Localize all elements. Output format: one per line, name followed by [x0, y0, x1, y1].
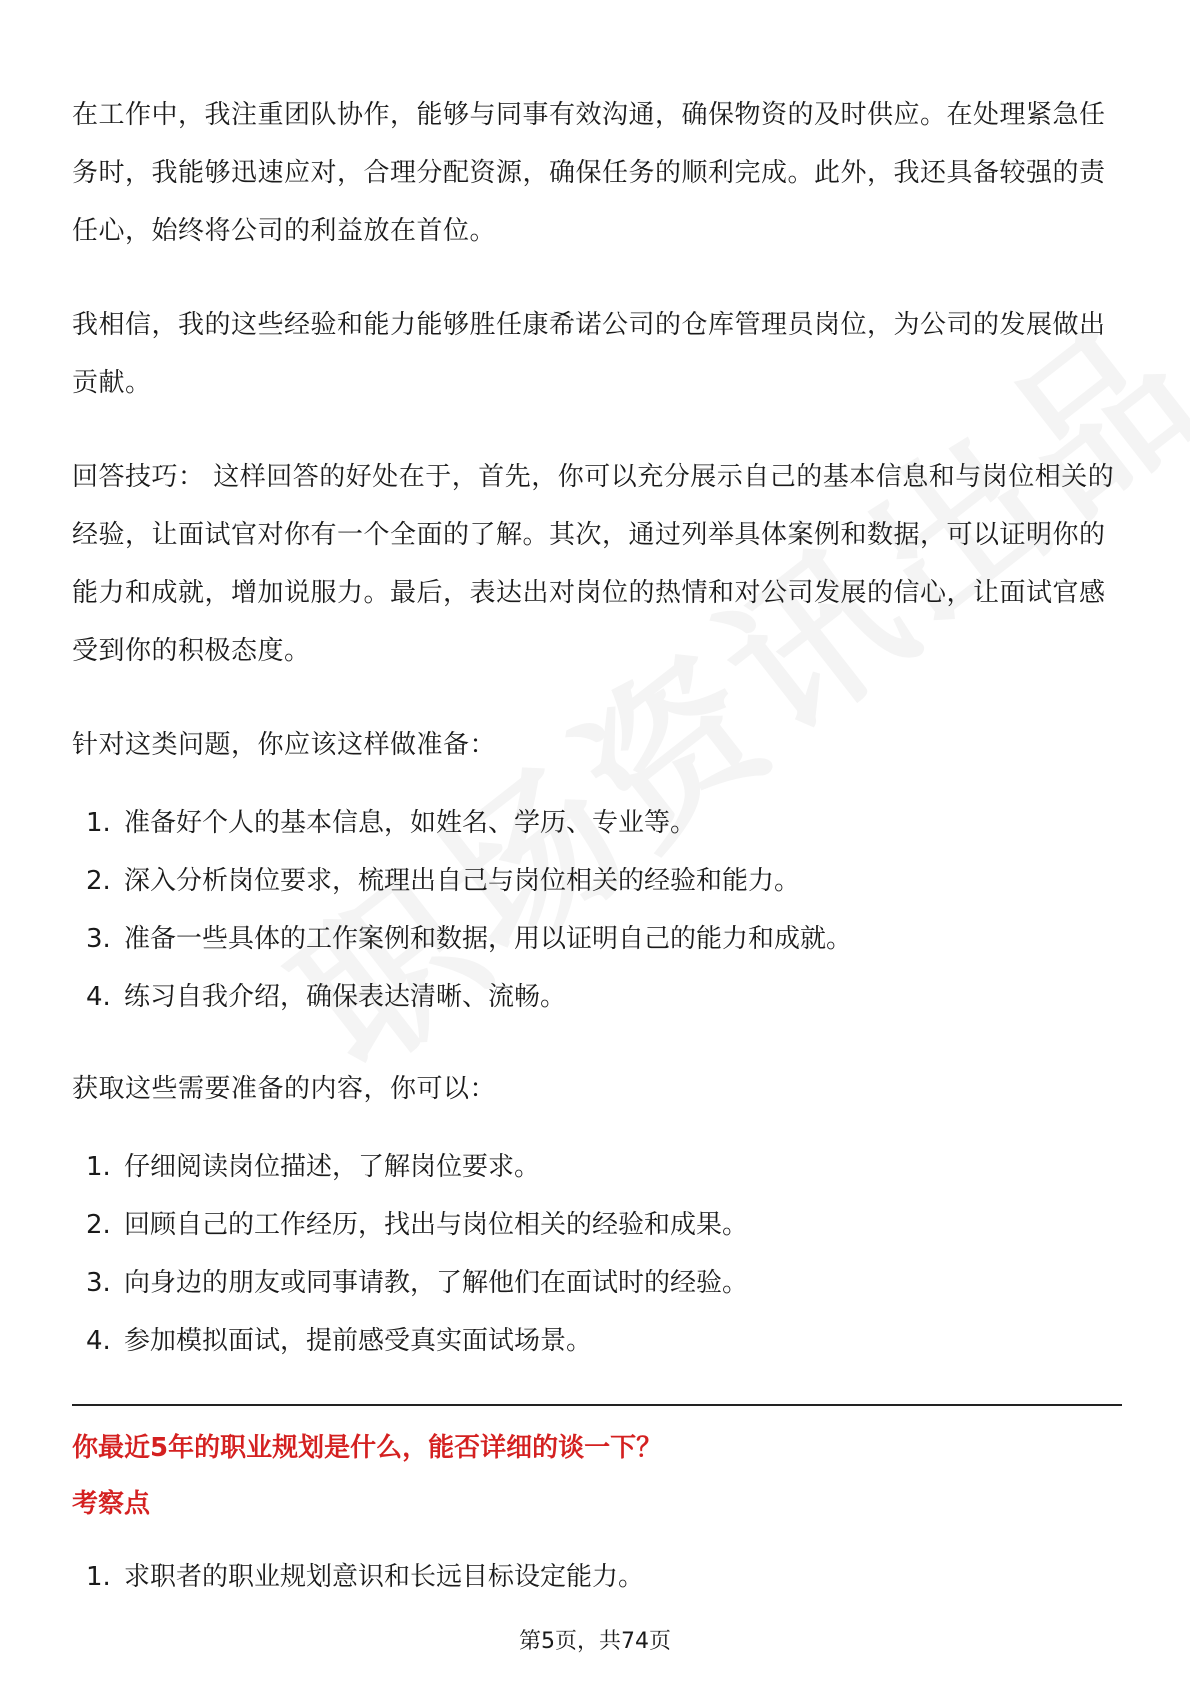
question-subtitle: 考察点: [72, 1489, 151, 1519]
prep-list: [72, 794, 1122, 1026]
obtain-intro: 获取这些需要准备的内容，你可以：: [72, 1074, 497, 1104]
page-number: 第5页，共74页: [519, 1629, 671, 1654]
paragraph-teamwork: 在工作中，我注重团队协作，能够与同事有效沟通，确保物资的及时供应。在处理紧急任务时，我能够迅速应对，合理分配资源，确保任务的顺利完成。此外，我还具备较强的责任心，始终将公司的利益放在首位。: [72, 100, 1106, 246]
obtain-list: [72, 1138, 1122, 1370]
prep-intro: 针对这类问题，你应该这样做准备：: [72, 730, 497, 760]
list-item: 3. 准备一些具体的工作案例和数据，用以证明自己的能力和成就。: [86, 924, 853, 954]
list-item: 2. 回顾自己的工作经历，找出与岗位相关的经验和成果。: [86, 1210, 749, 1240]
paragraph-belief: 我相信，我的这些经验和能力能够胜任康希诺公司的仓库管理员岗位，为公司的发展做出贡献。: [72, 310, 1106, 398]
list-item: 1. 准备好个人的基本信息，如姓名、学历、专业等。: [86, 808, 697, 838]
list-item: 4. 参加模拟面试，提前感受真实面试场景。: [86, 1326, 593, 1356]
paragraph-tips: 回答技巧： 这样回答的好处在于，首先，你可以充分展示自己的基本信息和与岗位相关的经验，让面试官对你有一个全面的了解。其次，通过列举具体案例和数据，可以证明你的能力和成就，增加说服力。最后，表达出对岗位的热情和对公司发展的信心，让面试官感受到你的积极态度。: [72, 462, 1115, 666]
list-item: 1. 求职者的职业规划意识和长远目标设定能力。: [86, 1562, 645, 1592]
list-item: 2. 深入分析岗位要求，梳理出自己与岗位相关的经验和能力。: [86, 866, 801, 896]
list-item: 3. 向身边的朋友或同事请教，了解他们在面试时的经验。: [86, 1268, 749, 1298]
list-item: 4. 练习自我介绍，确保表达清晰、流畅。: [86, 982, 567, 1012]
question-title: 你最近5年的职业规划是什么，能否详细的谈一下？: [72, 1433, 663, 1463]
question-points: [72, 1548, 1122, 1606]
list-item: 1. 仔细阅读岗位描述，了解岗位要求。: [86, 1152, 541, 1182]
section-divider: [72, 1404, 1122, 1406]
page-content: [72, 86, 1122, 1640]
